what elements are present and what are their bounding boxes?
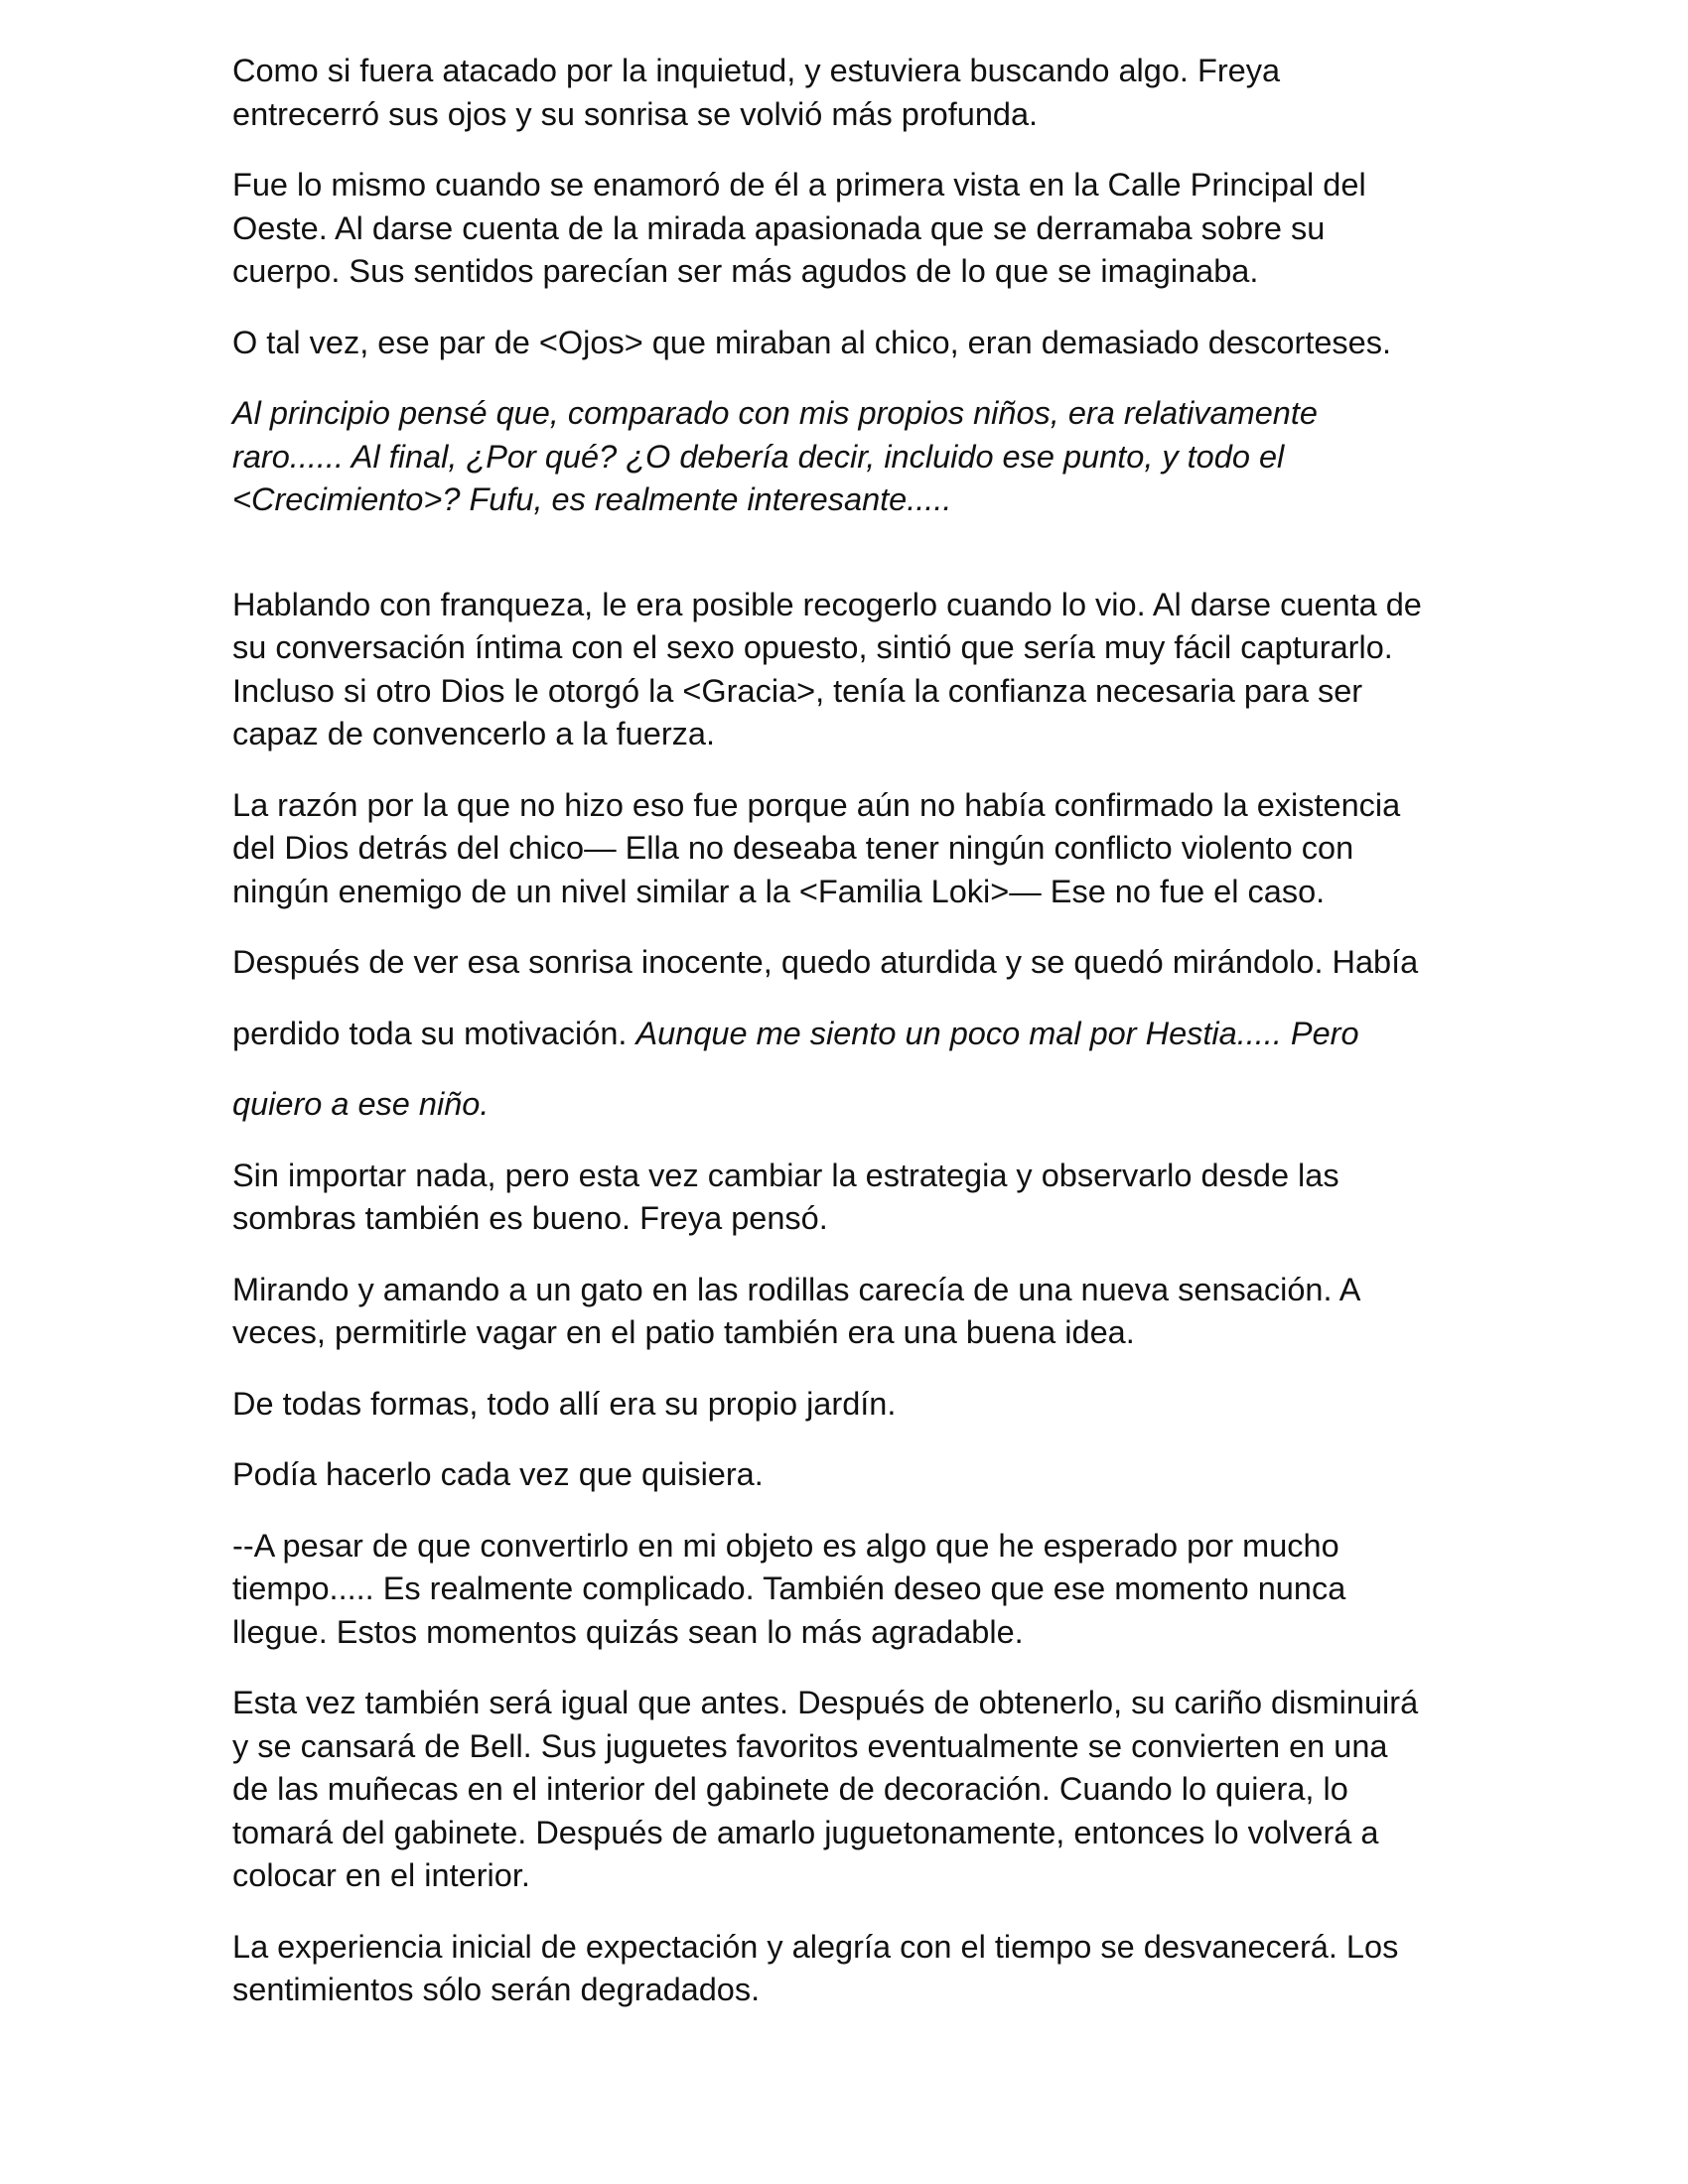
document-page bbox=[232, 50, 1464, 2040]
text-line: Oeste. Al darse cuenta de la mirada apasionada que se derramaba sobre su bbox=[232, 209, 1326, 246]
paragraph-8-mixed bbox=[232, 1013, 1464, 1056]
text-line: sentimientos sólo serán degradados. bbox=[232, 1972, 761, 2007]
text-line: La experiencia inicial de expectación y alegría con el tiempo se desvanecerá. Los bbox=[232, 1928, 1399, 1965]
paragraph-10 bbox=[232, 1155, 1464, 1241]
paragraph-12 bbox=[232, 1383, 1464, 1427]
text-line: tomará del gabinete. Después de amarlo juguetonamente, entonces lo volverá a bbox=[232, 1814, 1379, 1850]
text-line: de las muñecas en el interior del gabinete de decoración. Cuando lo quiera, lo bbox=[232, 1771, 1348, 1807]
text-line: colocar en el interior. bbox=[232, 1857, 530, 1893]
text-line: y se cansará de Bell. Sus juguetes favoritos eventualmente se convierten en una bbox=[232, 1727, 1388, 1764]
text-line: Incluso si otro Dios le otorgó la <Gracia>, tenía la confianza necesaria para ser bbox=[232, 672, 1363, 709]
text-line: cuerpo. Sus sentidos parecían ser más agudos de lo que se imaginaba. bbox=[232, 253, 1259, 289]
paragraph-1 bbox=[232, 50, 1464, 136]
text-line: Sin importar nada, pero esta vez cambiar la estrategia y observarlo desde las bbox=[232, 1157, 1339, 1193]
text-line: Esta vez también será igual que antes. Después de obtenerlo, su cariño disminuirá bbox=[232, 1685, 1419, 1720]
text-line: ningún enemigo de un nivel similar a la <Familia Loki>— Ese no fue el caso. bbox=[232, 873, 1326, 909]
text-line: veces, permitirle vagar en el patio también era una buena idea. bbox=[232, 1314, 1135, 1350]
text-line bbox=[232, 1013, 1464, 1056]
text-line: llegue. Estos momentos quizás sean lo más agradable. bbox=[232, 1613, 1024, 1650]
text-line: del Dios detrás del chico— Ella no deseaba tener ningún conflicto violento con bbox=[232, 830, 1354, 866]
text-line: tiempo..... Es realmente complicado. También deseo que ese momento nunca bbox=[232, 1570, 1346, 1606]
paragraph-5 bbox=[232, 584, 1464, 756]
text-line: La razón por la que no hizo eso fue porque aún no había confirmado la existencia bbox=[232, 786, 1401, 823]
text-line: raro...... Al final, ¿Por qué? ¿O debería decir, incluido ese punto, y todo el bbox=[232, 438, 1285, 475]
paragraph-14 bbox=[232, 1525, 1464, 1655]
text-line: capaz de convencerlo a la fuerza. bbox=[232, 716, 715, 751]
paragraph-16 bbox=[232, 1926, 1464, 2012]
paragraph-6 bbox=[232, 784, 1464, 914]
text-line: Al principio pensé que, comparado con mis propios niños, era relativamente bbox=[232, 395, 1318, 431]
text-line: Como si fuera atacado por la inquietud, y estuviera buscando algo. Freya bbox=[232, 53, 1281, 88]
text-line: Mirando y amando a un gato en las rodillas carecía de una nueva sensación. A bbox=[232, 1271, 1361, 1307]
paragraph-3 bbox=[232, 322, 1464, 365]
text-line: entrecerró sus ojos y su sonrisa se volvió más profunda. bbox=[232, 95, 1039, 132]
italic-thought-paragraph bbox=[232, 392, 1464, 522]
text-line: O tal vez, ese par de <Ojos> que miraban al chico, eran demasiado descorteses. bbox=[232, 324, 1392, 360]
text-line: su conversación íntima con el sexo opuesto, sintió que sería muy fácil capturarlo. bbox=[232, 629, 1393, 665]
text-line: Fue lo mismo cuando se enamoró de él a primera vista en la Calle Principal del bbox=[232, 167, 1366, 203]
text-normal: perdido toda su motivación. bbox=[232, 1015, 636, 1051]
paragraph-9-italic bbox=[232, 1083, 1464, 1127]
paragraph-11 bbox=[232, 1269, 1464, 1355]
text-line: sombras también es bueno. Freya pensó. bbox=[232, 1200, 828, 1236]
text-line: Hablando con franqueza, le era posible recogerlo cuando lo vio. Al darse cuenta de bbox=[232, 586, 1422, 622]
text-line: Podía hacerlo cada vez que quisiera. bbox=[232, 1456, 764, 1492]
paragraph-7 bbox=[232, 941, 1464, 985]
text-line: De todas formas, todo allí era su propio jardín. bbox=[232, 1385, 897, 1422]
text-line: --A pesar de que convertirlo en mi objeto es algo que he esperado por mucho bbox=[232, 1527, 1339, 1564]
text-line: <Crecimiento>? Fufu, es realmente interesante..... bbox=[232, 481, 952, 517]
text-line: quiero a ese niño. bbox=[232, 1086, 490, 1122]
paragraph-2 bbox=[232, 164, 1464, 294]
text-line: Después de ver esa sonrisa inocente, quedo aturdida y se quedó mirándolo. Había bbox=[232, 944, 1419, 980]
paragraph-13 bbox=[232, 1453, 1464, 1497]
paragraph-15 bbox=[232, 1682, 1464, 1898]
text-italic: Aunque me siento un poco mal por Hestia..... Pero bbox=[635, 1015, 1359, 1051]
